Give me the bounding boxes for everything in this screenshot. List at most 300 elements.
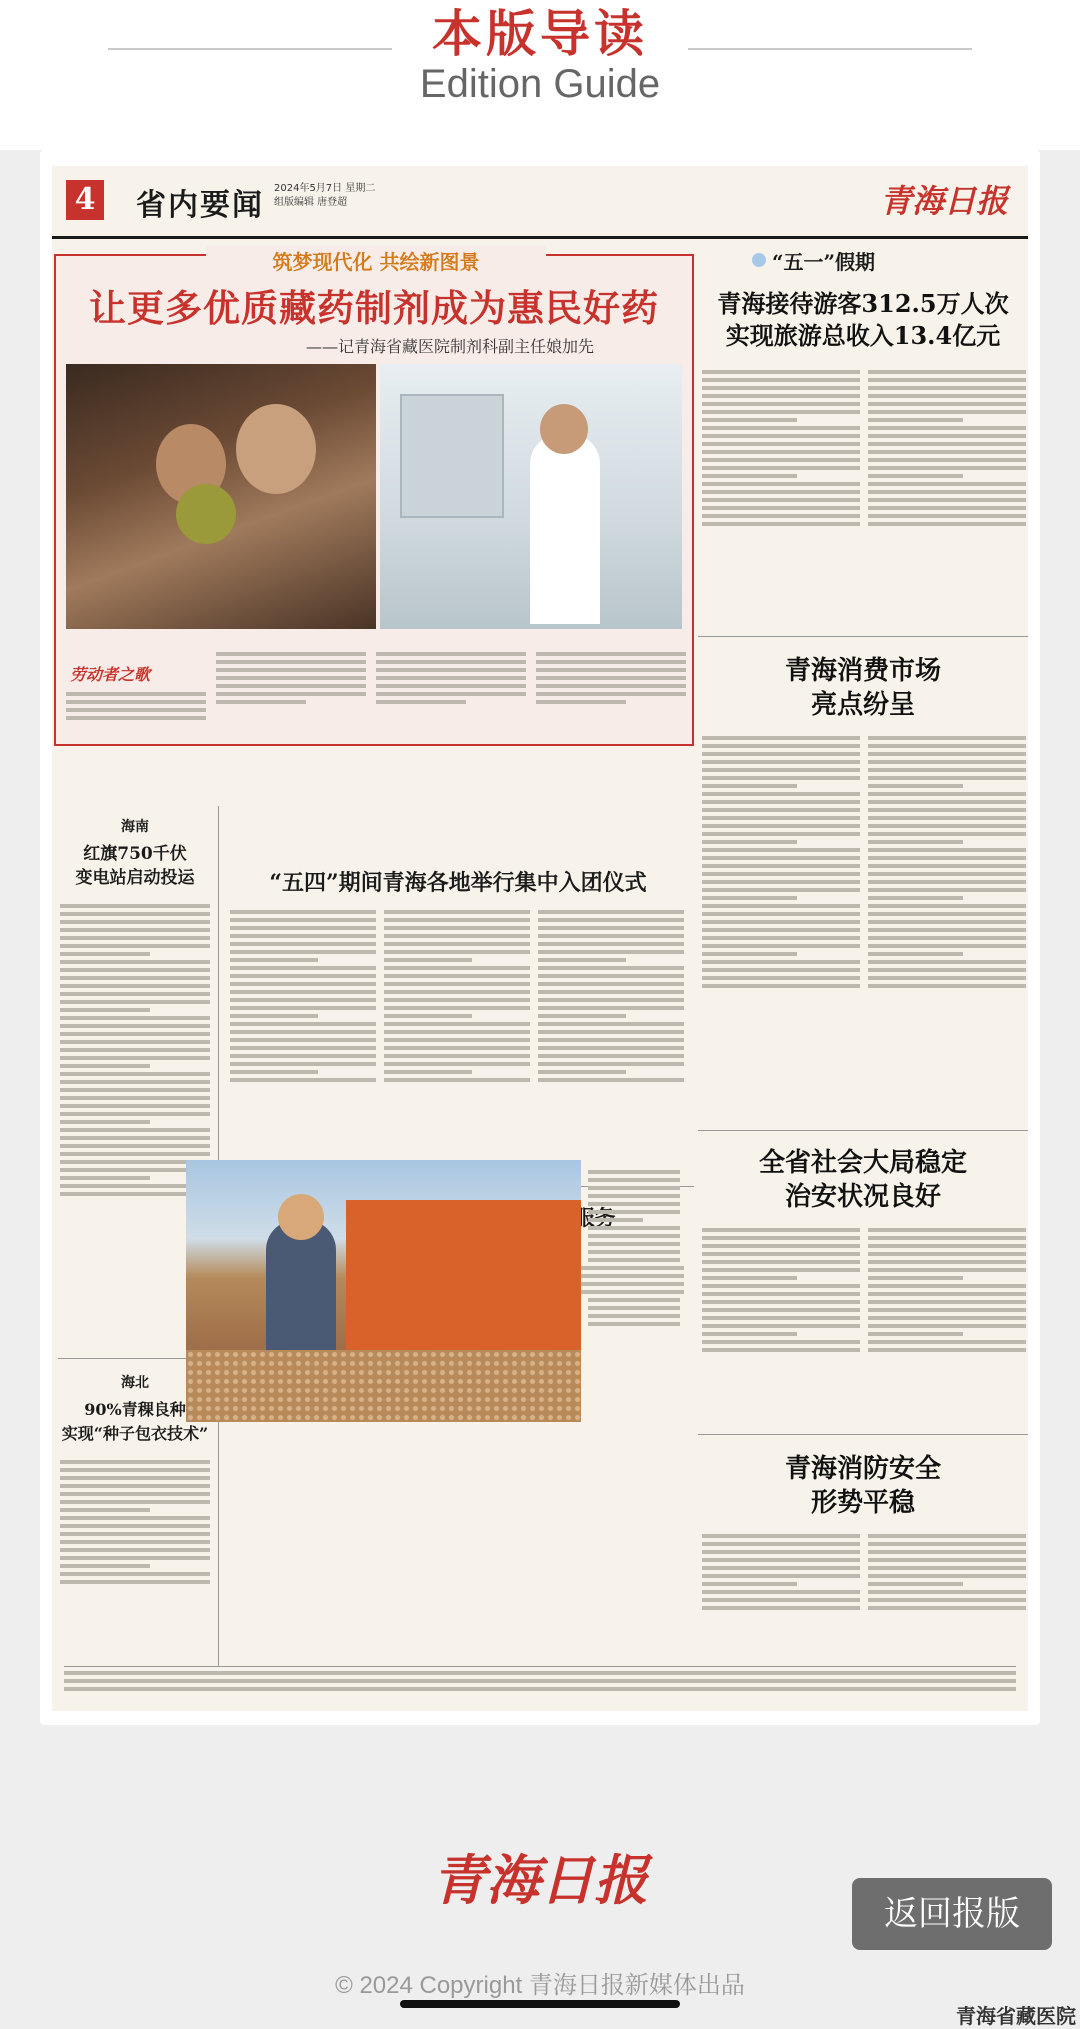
holiday-tag-icon bbox=[752, 253, 766, 267]
text-line bbox=[702, 482, 860, 486]
text-line bbox=[702, 752, 860, 756]
text-line bbox=[64, 1671, 1016, 1675]
text-line bbox=[702, 1284, 860, 1288]
security-headline-line-2: 治安状况良好 bbox=[784, 1182, 941, 1212]
hainan-location: 海南 bbox=[121, 819, 149, 835]
tourism-headline-line-1: 青海接待游客312.5万人次 bbox=[717, 289, 1009, 318]
text-line bbox=[868, 1542, 1026, 1546]
text-line bbox=[538, 1062, 684, 1066]
haibei-headline-line-2: 实现“种子包衣技术” bbox=[61, 1424, 209, 1443]
text-line bbox=[868, 968, 1026, 972]
text-line bbox=[868, 760, 1026, 764]
fire-safety-text-column bbox=[868, 1530, 1026, 1660]
text-line bbox=[60, 1048, 210, 1052]
text-line bbox=[376, 652, 526, 656]
text-line bbox=[384, 1070, 472, 1074]
text-line bbox=[868, 976, 1026, 980]
text-line bbox=[702, 912, 860, 916]
text-line bbox=[538, 934, 684, 938]
text-line bbox=[64, 1687, 1016, 1691]
text-line bbox=[868, 410, 1026, 414]
text-line bbox=[702, 808, 860, 812]
text-line bbox=[702, 450, 860, 454]
text-line bbox=[216, 692, 366, 696]
text-line bbox=[868, 1244, 1026, 1248]
feature-subtitle: ——记青海省藏医院制剂科副主任娘加先 bbox=[306, 337, 595, 356]
text-line bbox=[868, 1590, 1026, 1594]
text-line bbox=[538, 982, 684, 986]
text-line bbox=[216, 652, 366, 656]
text-line bbox=[868, 840, 963, 844]
youth-headline: “五四”期间青海各地举行集中入团仪式 bbox=[269, 870, 647, 896]
text-line bbox=[868, 776, 1026, 780]
text-line bbox=[868, 1598, 1026, 1602]
text-line bbox=[60, 920, 210, 924]
text-line bbox=[60, 1524, 210, 1528]
text-line bbox=[60, 1112, 210, 1116]
text-line bbox=[376, 692, 526, 696]
text-line bbox=[538, 1054, 684, 1058]
text-line bbox=[230, 1062, 376, 1066]
text-line bbox=[230, 982, 376, 986]
text-line bbox=[230, 1022, 376, 1026]
text-line bbox=[588, 1242, 680, 1246]
text-line bbox=[868, 928, 1026, 932]
text-line bbox=[60, 1152, 210, 1156]
text-line bbox=[868, 1558, 1026, 1562]
text-line bbox=[702, 960, 860, 964]
text-line bbox=[60, 976, 210, 980]
text-line bbox=[538, 1030, 684, 1034]
text-line bbox=[588, 1290, 680, 1294]
text-line bbox=[868, 872, 1026, 876]
text-line bbox=[868, 824, 1026, 828]
text-line bbox=[702, 856, 860, 860]
text-line bbox=[702, 1316, 860, 1320]
text-line bbox=[702, 522, 860, 526]
text-line bbox=[702, 784, 797, 788]
text-line bbox=[60, 1016, 210, 1020]
text-line bbox=[702, 840, 797, 844]
text-line bbox=[868, 744, 1026, 748]
tourism-headline bbox=[700, 288, 1026, 352]
consumer-headline-line-1: 青海消费市场 bbox=[784, 656, 941, 686]
text-line bbox=[230, 1038, 376, 1042]
text-line bbox=[60, 1104, 210, 1108]
text-line bbox=[702, 466, 860, 470]
text-line bbox=[588, 1322, 680, 1326]
text-line bbox=[538, 926, 684, 930]
text-line bbox=[538, 974, 684, 978]
watermark-text: 青海省藏医院 bbox=[956, 2004, 1076, 2028]
text-line bbox=[538, 1046, 684, 1050]
text-line bbox=[60, 968, 210, 972]
text-line bbox=[230, 974, 376, 978]
text-line bbox=[702, 386, 860, 390]
text-line bbox=[702, 458, 860, 462]
text-line bbox=[536, 684, 686, 688]
text-line bbox=[60, 1064, 150, 1068]
text-line bbox=[868, 1582, 963, 1586]
text-line bbox=[702, 1348, 860, 1352]
text-line bbox=[384, 1022, 530, 1026]
text-line bbox=[230, 1054, 376, 1058]
text-line bbox=[868, 936, 1026, 940]
text-line bbox=[230, 998, 376, 1002]
text-line bbox=[384, 950, 530, 954]
text-line bbox=[702, 418, 797, 422]
text-line bbox=[702, 928, 860, 932]
text-line bbox=[702, 1308, 860, 1312]
text-line bbox=[376, 676, 526, 680]
text-line bbox=[702, 1606, 860, 1610]
text-line bbox=[868, 856, 1026, 860]
text-line bbox=[588, 1186, 680, 1190]
text-line bbox=[230, 926, 376, 930]
text-line bbox=[868, 816, 1026, 820]
text-line bbox=[588, 1226, 680, 1230]
text-line bbox=[384, 974, 530, 978]
text-line bbox=[60, 1096, 210, 1100]
text-line bbox=[230, 918, 376, 922]
consumer-text-column bbox=[868, 732, 1026, 1122]
text-line bbox=[60, 1136, 210, 1140]
text-line bbox=[702, 968, 860, 972]
text-line bbox=[536, 660, 686, 664]
text-line bbox=[230, 934, 376, 938]
photo-figure bbox=[278, 1194, 324, 1240]
hainan-headline-line-1: 红旗750千伏 bbox=[83, 844, 187, 864]
text-line bbox=[230, 958, 318, 962]
text-line bbox=[536, 700, 626, 704]
text-line bbox=[66, 708, 206, 712]
text-line bbox=[702, 1332, 797, 1336]
text-line bbox=[60, 1000, 210, 1004]
consumer-text-column bbox=[702, 732, 860, 1122]
text-line bbox=[868, 1308, 1026, 1312]
text-line bbox=[230, 1046, 376, 1050]
text-line bbox=[868, 832, 1026, 836]
text-line bbox=[702, 944, 860, 948]
text-line bbox=[868, 1316, 1026, 1320]
text-line bbox=[588, 1170, 680, 1174]
text-line bbox=[702, 1244, 860, 1248]
text-line bbox=[868, 482, 1026, 486]
text-line bbox=[868, 1340, 1026, 1344]
fire-safety-headline bbox=[700, 1452, 1026, 1520]
text-line bbox=[60, 1176, 150, 1180]
text-line bbox=[868, 920, 1026, 924]
text-line bbox=[868, 1276, 963, 1280]
photo-figure bbox=[186, 1350, 581, 1422]
text-line bbox=[868, 960, 1026, 964]
text-line bbox=[60, 1460, 210, 1464]
photo-figure bbox=[400, 394, 504, 518]
bottom-logo: 青海日报 bbox=[432, 1848, 648, 1912]
text-line bbox=[702, 474, 797, 478]
text-line bbox=[384, 910, 530, 914]
text-line bbox=[868, 752, 1026, 756]
text-line bbox=[868, 370, 1026, 374]
text-line bbox=[868, 768, 1026, 772]
text-line bbox=[588, 1314, 680, 1318]
text-line bbox=[588, 1178, 680, 1182]
text-line bbox=[702, 936, 860, 940]
text-line bbox=[384, 1062, 530, 1066]
text-line bbox=[702, 506, 860, 510]
text-line bbox=[230, 950, 376, 954]
photo-figure bbox=[236, 404, 316, 494]
text-line bbox=[702, 402, 860, 406]
text-line bbox=[588, 1274, 643, 1278]
text-line bbox=[384, 934, 530, 938]
text-line bbox=[702, 768, 860, 772]
divider bbox=[698, 1130, 1028, 1131]
text-line bbox=[230, 910, 376, 914]
text-line bbox=[216, 676, 366, 680]
photo-figure bbox=[346, 1200, 581, 1350]
text-line bbox=[702, 1590, 860, 1594]
text-line bbox=[868, 792, 1026, 796]
text-line bbox=[868, 1236, 1026, 1240]
text-line bbox=[588, 1202, 680, 1206]
home-indicator[interactable] bbox=[400, 2000, 680, 2008]
text-line bbox=[702, 872, 860, 876]
text-line bbox=[702, 760, 860, 764]
text-line bbox=[230, 942, 376, 946]
text-line bbox=[384, 1078, 530, 1082]
text-line bbox=[868, 466, 1026, 470]
text-line bbox=[702, 394, 860, 398]
feature-article bbox=[54, 250, 694, 746]
text-line bbox=[702, 864, 860, 868]
text-line bbox=[588, 1210, 680, 1214]
text-line bbox=[702, 1260, 860, 1264]
text-line bbox=[868, 736, 1026, 740]
youth-text-column bbox=[384, 906, 530, 1176]
text-line bbox=[868, 434, 1026, 438]
text-line bbox=[702, 904, 860, 908]
text-line bbox=[868, 848, 1026, 852]
text-line bbox=[868, 912, 1026, 916]
edition-guide-subtitle: Edition Guide bbox=[419, 62, 661, 106]
page-date bbox=[274, 182, 375, 210]
text-line bbox=[868, 1284, 1026, 1288]
text-line bbox=[60, 1580, 210, 1584]
text-line bbox=[376, 684, 526, 688]
photo-figure bbox=[530, 434, 600, 624]
text-line bbox=[60, 1072, 210, 1076]
text-line bbox=[384, 990, 530, 994]
text-line bbox=[60, 952, 150, 956]
text-line bbox=[868, 1300, 1026, 1304]
text-line bbox=[868, 1566, 1026, 1570]
text-line bbox=[230, 1070, 318, 1074]
text-line bbox=[384, 958, 472, 962]
text-line bbox=[60, 960, 210, 964]
text-line bbox=[538, 1022, 684, 1026]
text-line bbox=[868, 506, 1026, 510]
text-line bbox=[868, 1324, 1026, 1328]
text-line bbox=[384, 942, 530, 946]
text-line bbox=[868, 864, 1026, 868]
text-line bbox=[384, 1030, 530, 1034]
text-line bbox=[868, 1550, 1026, 1554]
text-line bbox=[868, 1268, 1026, 1272]
feature-photo-right bbox=[380, 364, 682, 629]
text-line bbox=[376, 700, 466, 704]
feature-photo-left bbox=[66, 364, 376, 629]
text-line bbox=[868, 880, 1026, 884]
text-line bbox=[384, 1014, 472, 1018]
text-line bbox=[702, 1582, 797, 1586]
text-line bbox=[536, 652, 686, 656]
text-line bbox=[60, 1484, 210, 1488]
text-line bbox=[702, 370, 860, 374]
text-line bbox=[384, 1054, 530, 1058]
haibei-location: 海北 bbox=[121, 1375, 149, 1391]
text-line bbox=[868, 1292, 1026, 1296]
text-line bbox=[702, 952, 797, 956]
text-line bbox=[60, 1024, 210, 1028]
text-line bbox=[60, 1540, 210, 1544]
text-line bbox=[868, 896, 963, 900]
hainan-headline bbox=[60, 842, 210, 890]
feature-text-column bbox=[216, 648, 366, 738]
text-line bbox=[702, 832, 860, 836]
text-line bbox=[702, 378, 860, 382]
text-line bbox=[384, 1046, 530, 1050]
text-line bbox=[868, 378, 1026, 382]
text-line bbox=[60, 1476, 210, 1480]
text-line bbox=[702, 792, 860, 796]
divider bbox=[698, 636, 1028, 637]
text-line bbox=[60, 1548, 210, 1552]
text-line bbox=[702, 984, 860, 988]
text-line bbox=[60, 992, 210, 996]
text-line bbox=[536, 676, 686, 680]
text-line bbox=[60, 1008, 150, 1012]
feature-text-column bbox=[536, 648, 686, 738]
column-tag: 劳动者之歌 bbox=[70, 665, 151, 684]
text-line bbox=[384, 926, 530, 930]
back-to-edition-button[interactable]: 返回报版 bbox=[852, 1878, 1052, 1950]
text-line bbox=[702, 824, 860, 828]
text-line bbox=[588, 1234, 680, 1238]
text-line bbox=[868, 402, 1026, 406]
text-line bbox=[538, 1038, 684, 1042]
text-line bbox=[702, 1300, 860, 1304]
text-line bbox=[66, 700, 206, 704]
tourism-text-column bbox=[702, 366, 860, 616]
text-line bbox=[60, 1564, 150, 1568]
text-line bbox=[702, 1534, 860, 1538]
photo-figure bbox=[540, 404, 588, 454]
text-line bbox=[702, 816, 860, 820]
text-line bbox=[868, 1252, 1026, 1256]
text-line bbox=[588, 1258, 680, 1262]
security-headline-line-1: 全省社会大局稳定 bbox=[758, 1148, 967, 1178]
text-line bbox=[538, 990, 684, 994]
text-line bbox=[702, 920, 860, 924]
page-date-line-1: 2024年5月7日 星期二 bbox=[274, 183, 376, 194]
text-line bbox=[538, 966, 684, 970]
text-line bbox=[868, 442, 1026, 446]
text-line bbox=[60, 1088, 210, 1092]
text-line bbox=[702, 1566, 860, 1570]
youth-text-column bbox=[538, 906, 684, 1176]
newspaper-page[interactable] bbox=[52, 166, 1028, 1711]
text-line bbox=[376, 668, 526, 672]
text-line bbox=[536, 668, 686, 672]
text-line bbox=[230, 1014, 318, 1018]
security-text-column bbox=[868, 1224, 1026, 1424]
text-line bbox=[60, 928, 210, 932]
masthead-logo: 青海日报 bbox=[879, 182, 1008, 220]
text-line bbox=[868, 1260, 1026, 1264]
text-line bbox=[60, 1080, 210, 1084]
text-line bbox=[536, 692, 686, 696]
text-line bbox=[230, 1030, 376, 1034]
text-line bbox=[868, 490, 1026, 494]
text-line bbox=[702, 888, 860, 892]
text-line bbox=[702, 1236, 860, 1240]
text-line bbox=[60, 1572, 210, 1576]
text-line bbox=[702, 848, 860, 852]
text-line bbox=[702, 514, 860, 518]
text-line bbox=[230, 990, 376, 994]
text-line bbox=[384, 998, 530, 1002]
header-divider-right bbox=[688, 48, 972, 50]
text-line bbox=[702, 490, 860, 494]
text-line bbox=[60, 1032, 210, 1036]
text-line bbox=[868, 904, 1026, 908]
hainan-headline-line-2: 变电站启动投运 bbox=[75, 868, 195, 888]
text-line bbox=[868, 386, 1026, 390]
text-line bbox=[216, 668, 366, 672]
text-line bbox=[868, 784, 963, 788]
text-line bbox=[868, 418, 963, 422]
text-line bbox=[702, 744, 860, 748]
text-line bbox=[868, 426, 1026, 430]
page-number: 4 bbox=[66, 180, 104, 220]
text-line bbox=[702, 1340, 860, 1344]
text-line bbox=[60, 1056, 210, 1060]
text-line bbox=[60, 1532, 210, 1536]
header-divider-left bbox=[108, 48, 392, 50]
text-line bbox=[588, 1218, 643, 1222]
text-line bbox=[60, 1500, 210, 1504]
security-headline bbox=[700, 1146, 1026, 1214]
text-line bbox=[868, 394, 1026, 398]
text-line bbox=[868, 522, 1026, 526]
feature-text-column bbox=[376, 648, 526, 738]
text-line bbox=[702, 1542, 860, 1546]
text-line bbox=[702, 880, 860, 884]
text-line bbox=[702, 736, 860, 740]
text-line bbox=[702, 1574, 860, 1578]
text-line bbox=[60, 944, 210, 948]
text-line bbox=[868, 888, 1026, 892]
text-line bbox=[230, 1006, 376, 1010]
text-line bbox=[538, 1078, 684, 1082]
text-line bbox=[868, 1574, 1026, 1578]
text-line bbox=[216, 684, 366, 688]
text-line bbox=[702, 1268, 860, 1272]
text-line bbox=[868, 450, 1026, 454]
text-line bbox=[384, 918, 530, 922]
text-line bbox=[60, 936, 210, 940]
